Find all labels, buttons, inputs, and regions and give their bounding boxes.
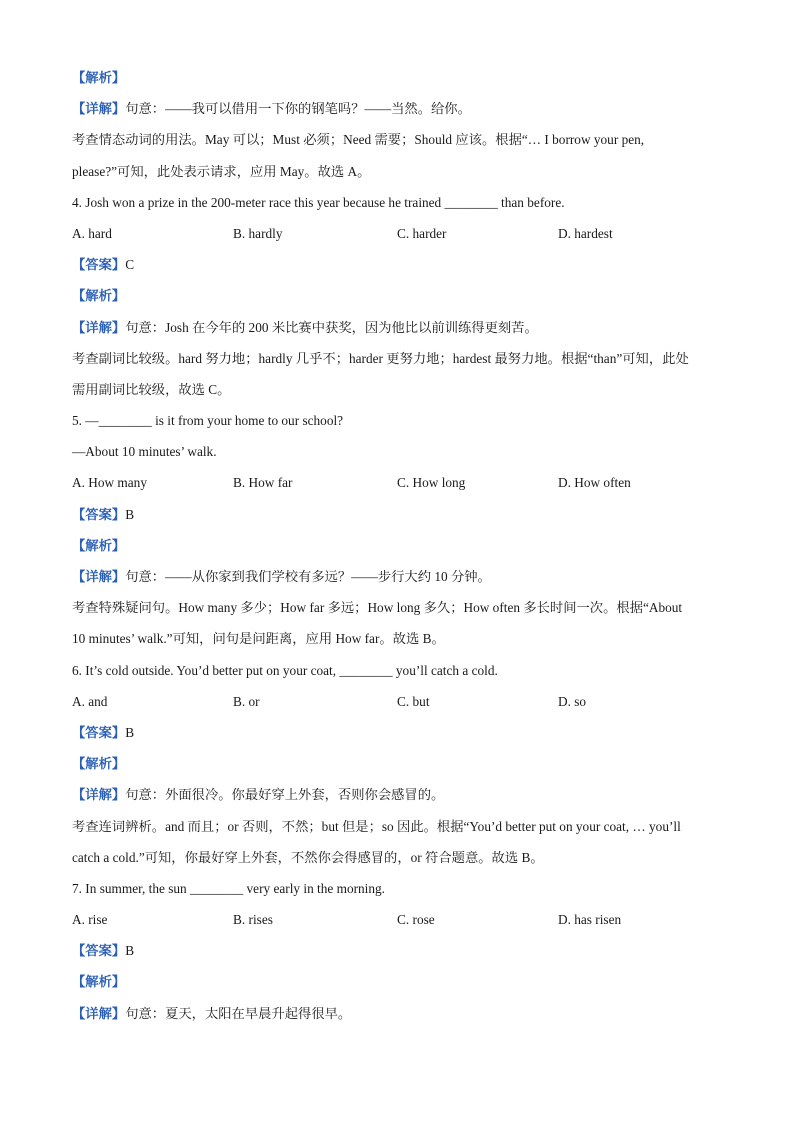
q6-answer <box>72 717 732 748</box>
q6-options <box>72 686 732 717</box>
detail-tag: 【详解】 <box>72 319 126 335</box>
q5-stem-line-2: —About 10 minutes’ walk. <box>72 444 217 460</box>
option-c: C. but <box>397 693 430 709</box>
detail-text: 句意：——从你家到我们学校有多远？——步行大约 10 分钟。 <box>125 569 491 584</box>
option-a: A. How many <box>72 475 147 491</box>
option-b: B. hardly <box>233 225 283 241</box>
option-c: C. rose <box>397 912 435 928</box>
q7-answer <box>72 935 732 966</box>
q5-jiexi-heading <box>72 530 732 561</box>
q7-jiexi-heading <box>72 966 732 997</box>
q6-jiexi-heading <box>72 748 732 779</box>
q6-stem: 6. It’s cold outside. You’d better put on your coat, ________ you’ll catch a cold. <box>72 662 498 678</box>
jiexi-tag: 【解析】 <box>72 537 126 553</box>
q5-detail <box>72 561 732 592</box>
detail-tag: 【详解】 <box>72 1005 126 1021</box>
detail-text: 句意：——我可以借用一下你的钢笔吗？——当然。给你。 <box>125 101 471 117</box>
option-d: D. hardest <box>558 225 613 241</box>
q4-analysis-line-1: 考查副词比较级。hard 努力地；hardly 几乎不；harder 更努力地；hardest 最努力地。根据“than”可知，此处 <box>72 350 689 366</box>
answer-value: B <box>125 943 135 959</box>
option-b: B. or <box>233 693 260 709</box>
answer-tag: 【答案】 <box>72 257 126 273</box>
option-c: C. How long <box>397 475 466 491</box>
jiexi-tag: 【解析】 <box>72 288 126 304</box>
option-d: D. so <box>558 693 587 709</box>
detail-tag: 【详解】 <box>72 569 126 584</box>
q4-stem: 4. Josh won a prize in the 200-meter race this year because he trained ________ than before. <box>72 194 565 210</box>
answer-value: B <box>125 506 135 522</box>
option-a: A. rise <box>72 912 108 928</box>
detail-tag: 【详解】 <box>72 787 126 803</box>
q5-analysis-line-2: 10 minutes’ walk.”可知，问句是问距离，应用 How far。故选 B。 <box>72 631 445 647</box>
jiexi-tag: 【解析】 <box>72 974 126 990</box>
answer-tag: 【答案】 <box>72 943 126 959</box>
jiexi-tag: 【解析】 <box>72 756 126 772</box>
q5-stem-line-1: 5. —________ is it from your home to our school? <box>72 413 344 429</box>
option-b: B. rises <box>233 912 273 928</box>
q5-answer <box>72 499 732 530</box>
option-b: B. How far <box>233 475 293 491</box>
q7-detail <box>72 998 732 1029</box>
q6-detail <box>72 779 732 810</box>
document-page <box>72 62 732 1029</box>
q6-analysis-line-1: 考查连词辨析。and 而且；or 否则，不然；but 但是；so 因此。根据“You’d better put on your coat, … you’ll <box>72 818 681 834</box>
detail-text: 句意：夏天，太阳在早晨升起得很早。 <box>125 1005 352 1021</box>
answer-value: C <box>125 257 135 273</box>
jiexi-tag: 【解析】 <box>72 70 126 85</box>
q7-stem: 7. In summer, the sun ________ very early in the morning. <box>72 880 385 896</box>
q5-analysis-line-1: 考查特殊疑问句。How many 多少；How far 多远；How long 多久；How often 多长时间一次。根据“About <box>72 600 683 616</box>
q5-options <box>72 467 732 498</box>
q3-jiexi-heading <box>72 62 732 93</box>
q4-jiexi-heading <box>72 280 732 311</box>
answer-tag: 【答案】 <box>72 506 126 522</box>
q4-analysis-line-2: 需用副词比较级，故选 C。 <box>72 381 231 397</box>
q3-detail <box>72 93 732 124</box>
option-d: D. How often <box>558 475 631 491</box>
q6-analysis-line-2: catch a cold.”可知，你最好穿上外套，不然你会得感冒的，or 符合题意。故选 B。 <box>72 849 544 865</box>
q3-analysis-line-2: please?”可知，此处表示请求，应用 May。故选 A。 <box>72 163 371 179</box>
option-a: A. hard <box>72 225 112 241</box>
option-a: A. and <box>72 693 108 709</box>
q7-options <box>72 904 732 935</box>
q4-answer <box>72 249 732 280</box>
q3-analysis-line-1: 考查情态动词的用法。May 可以；Must 必须；Need 需要；Should 应该。根据“… I borrow your pen, <box>72 132 645 148</box>
q4-options <box>72 218 732 249</box>
answer-tag: 【答案】 <box>72 724 126 740</box>
option-d: D. has risen <box>558 912 622 928</box>
detail-text: 句意：Josh 在今年的 200 米比赛中获奖，因为他比以前训练得更刻苦。 <box>125 319 538 335</box>
option-c: C. harder <box>397 225 447 241</box>
q4-detail <box>72 312 732 343</box>
detail-text: 句意：外面很冷。你最好穿上外套，否则你会感冒的。 <box>125 787 445 803</box>
detail-tag: 【详解】 <box>72 101 126 117</box>
answer-value: B <box>125 724 135 740</box>
